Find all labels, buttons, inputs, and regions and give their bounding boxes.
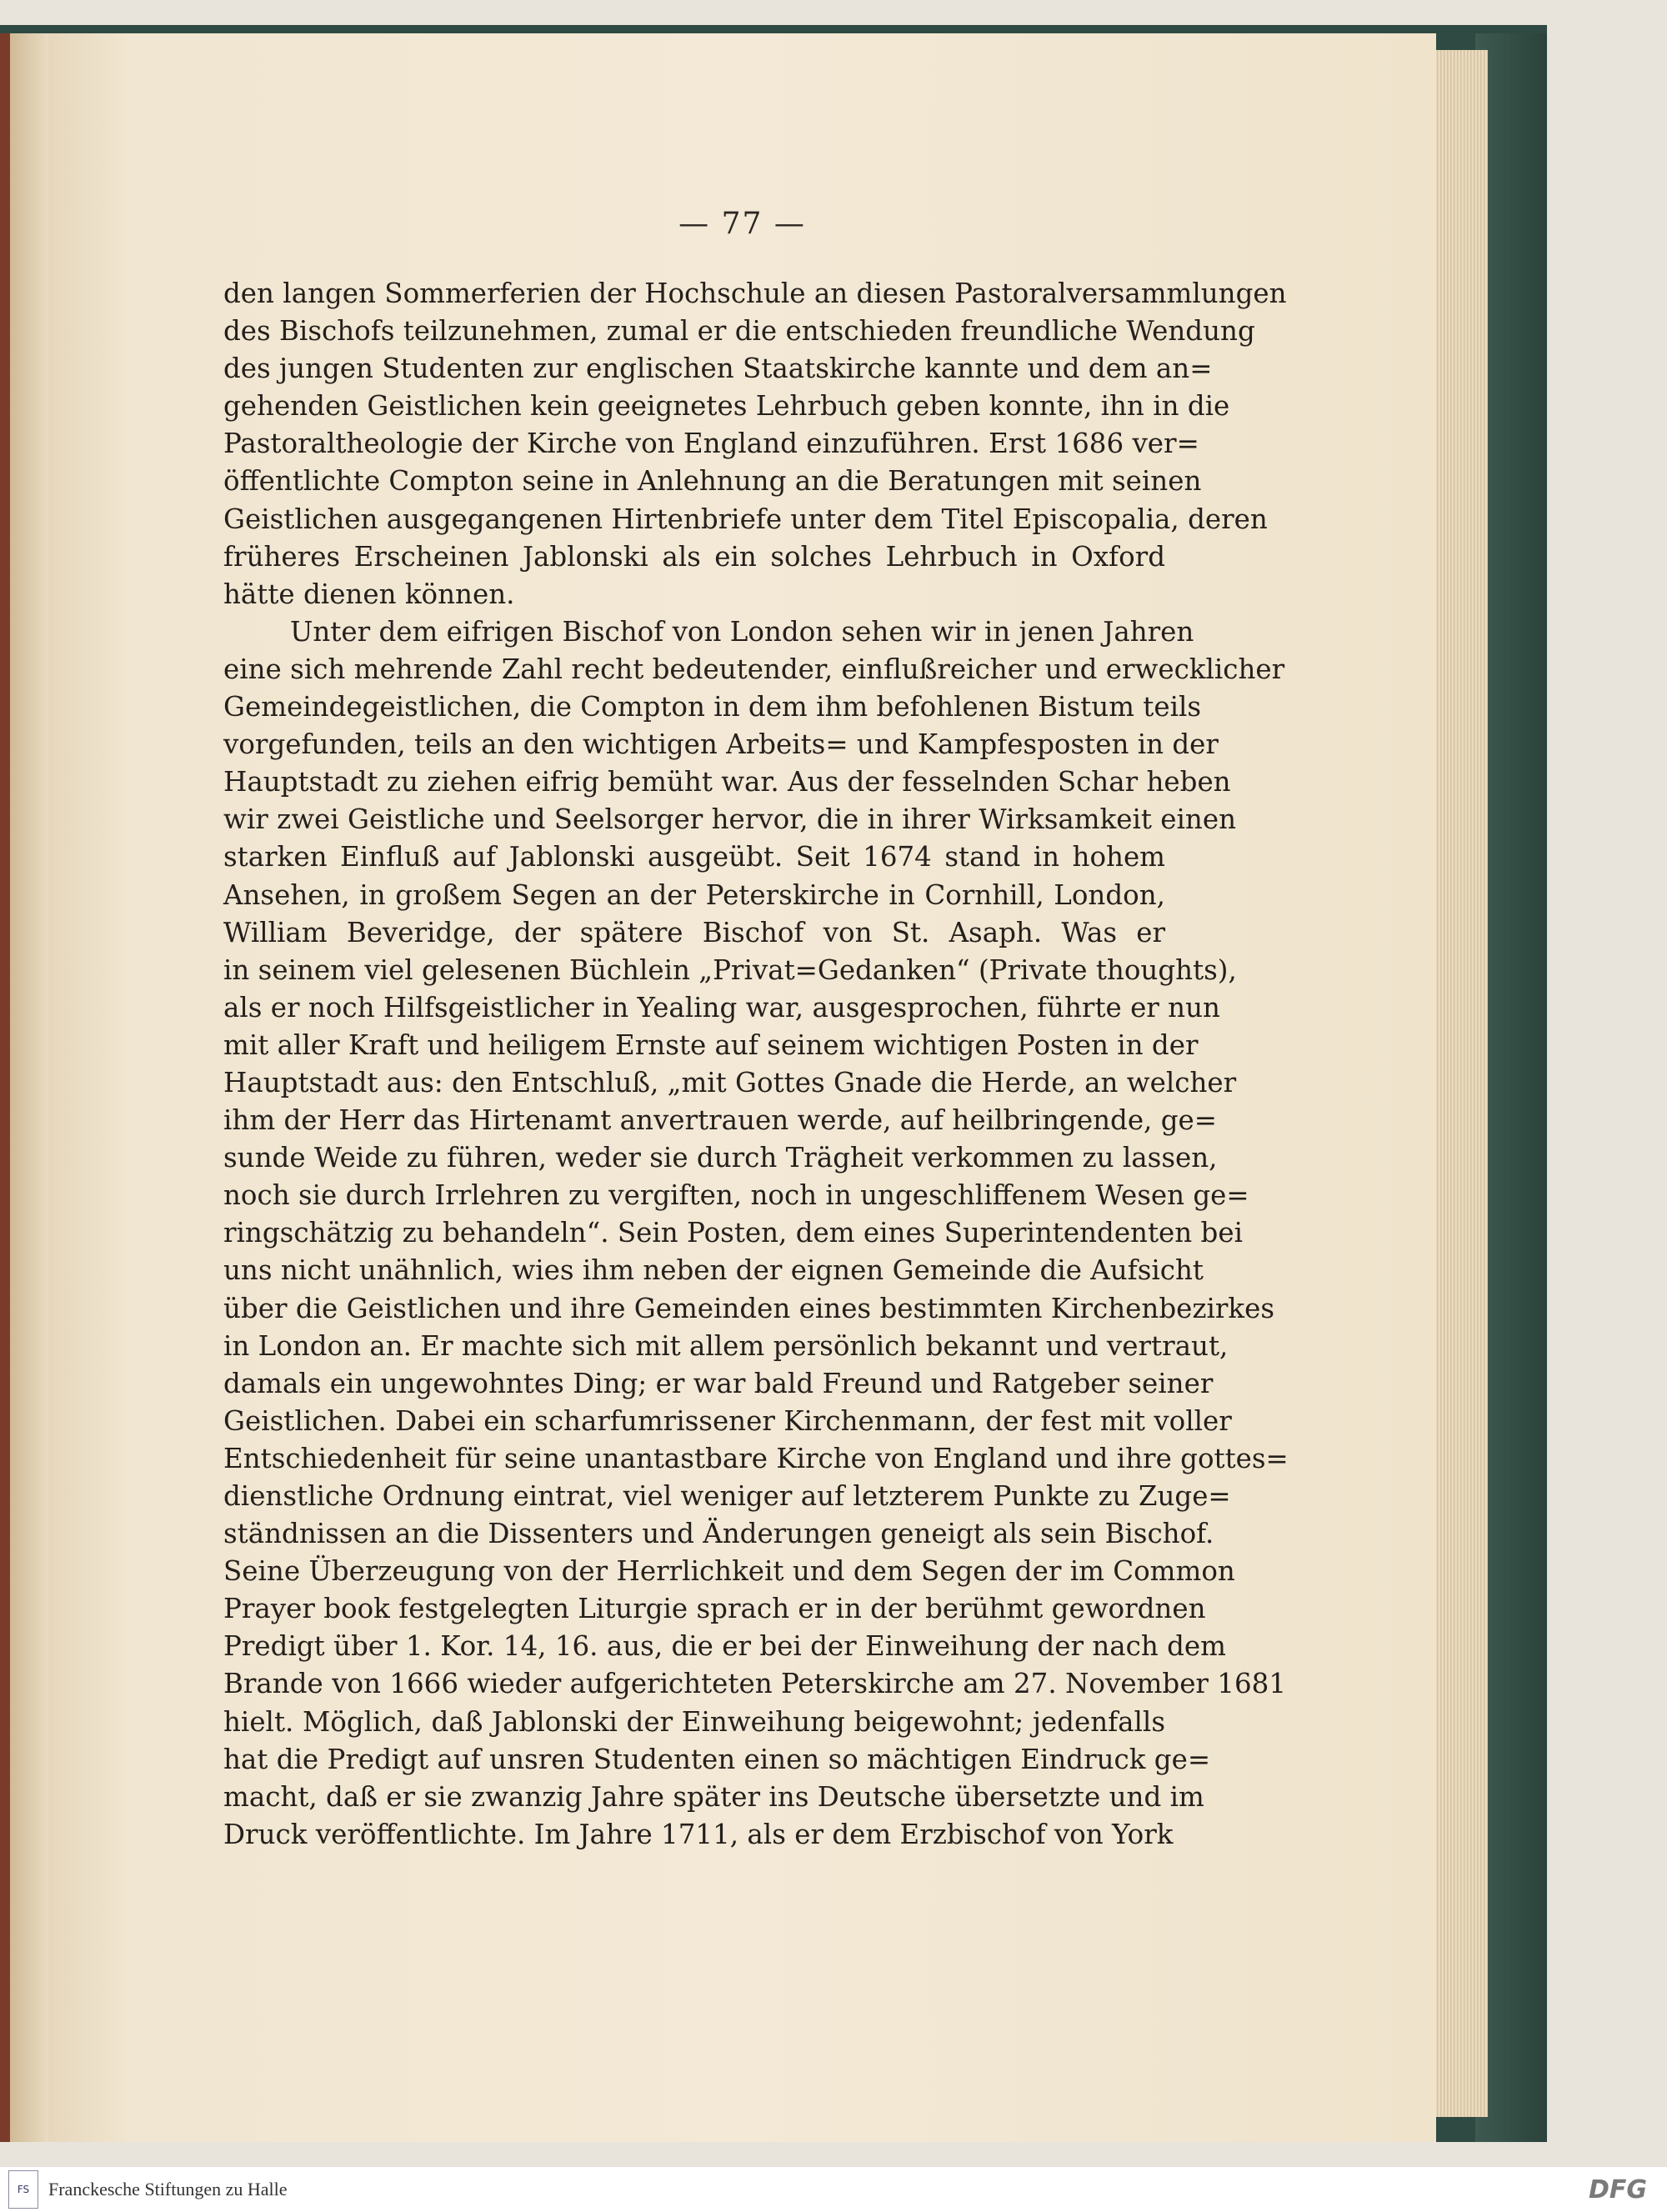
text-line: ihm der Herr das Hirtenamt anvertrauen werde, auf heilbringende, ge= bbox=[223, 1104, 1217, 1137]
text-line: gehenden Geistlichen kein geeignetes Lehrbuch geben konnte, ihn in die bbox=[223, 390, 1230, 423]
text-line: vorgefunden, teils an den wichtigen Arbeits= und Kampfesposten in der bbox=[223, 728, 1219, 761]
viewer-footer bbox=[0, 2167, 1667, 2212]
text-line: öffentlichte Compton seine in Anlehnung an die Beratungen mit seinen bbox=[223, 465, 1202, 498]
text-line: uns nicht unähnlich, wies ihm neben der eignen Gemeinde die Aufsicht bbox=[223, 1254, 1204, 1287]
text-line: Geistlichen. Dabei ein scharfumrissener Kirchenmann, der fest mit voller bbox=[223, 1404, 1232, 1437]
text-line: macht, daß er sie zwanzig Jahre später ins Deutsche übersetzte und im bbox=[223, 1780, 1204, 1813]
text-line: Geistlichen ausgegangenen Hirtenbriefe unter dem Titel Episcopalia, deren bbox=[223, 503, 1268, 535]
institution-logo-icon: FS bbox=[8, 2170, 38, 2209]
text-line: des Bischofs teilzunehmen, zumal er die entschieden freundliche Wendung bbox=[223, 315, 1255, 348]
institution-name: Franckesche Stiftungen zu Halle bbox=[48, 2179, 288, 2199]
text-line: des jungen Studenten zur englischen Staatskirche kannte und dem an= bbox=[223, 353, 1213, 385]
page-text bbox=[223, 275, 1289, 1854]
text-line: in seinem viel gelesenen Büchlein „Privat=Gedanken“ (Private thoughts), bbox=[223, 953, 1237, 986]
text-line: als er noch Hilfsgeistlicher in Yealing war, ausgesprochen, führte er nun bbox=[223, 991, 1220, 1023]
text-line: Unter dem eifrigen Bischof von London sehen wir in jenen Jahren bbox=[290, 615, 1194, 648]
text-line: in London an. Er machte sich mit allem persönlich bekannt und vertraut, bbox=[223, 1329, 1229, 1362]
text-line: Druck veröffentlichte. Im Jahre 1711, als er dem Erzbischof von York bbox=[223, 1818, 1174, 1850]
page-number: — 77 — bbox=[678, 207, 806, 241]
dfg-logo: DFG bbox=[1588, 2175, 1647, 2204]
text-line: früheres Erscheinen Jablonski als ein solches Lehrbuch in Oxford bbox=[223, 540, 1165, 573]
text-line: William Beveridge, der spätere Bischof von St. Asaph. Was er bbox=[223, 916, 1165, 948]
text-line: sunde Weide zu führen, weder sie durch Trägheit verkommen zu lassen, bbox=[223, 1142, 1218, 1174]
text-line: Prayer book festgelegten Liturgie sprach er in der berühmt gewordnen bbox=[223, 1593, 1206, 1625]
left-binding-band bbox=[0, 33, 10, 2142]
text-line: Ansehen, in großem Segen an der Peterskirche in Cornhill, London, bbox=[223, 878, 1165, 911]
text-line: mit aller Kraft und heiligem Ernste auf seinem wichtigen Posten in der bbox=[223, 1028, 1199, 1061]
text-line: Entschiedenheit für seine unantastbare Kirche von England und ihre gottes= bbox=[223, 1442, 1289, 1474]
text-line: hat die Predigt auf unsren Studenten einen so mächtigen Eindruck ge= bbox=[223, 1743, 1211, 1775]
text-line: eine sich mehrende Zahl recht bedeutender, einflußreicher und erwecklicher bbox=[223, 653, 1285, 685]
text-line: Predigt über 1. Kor. 14, 16. aus, die er bei der Einweihung der nach dem bbox=[223, 1630, 1226, 1663]
text-line: hielt. Möglich, daß Jablonski der Einweihung beigewohnt; jedenfalls bbox=[223, 1705, 1165, 1738]
text-line: über die Geistlichen und ihre Gemeinden eines bestimmten Kirchenbezirkes bbox=[223, 1292, 1275, 1324]
text-line: hätte dienen können. bbox=[223, 578, 515, 610]
text-line: Hauptstadt zu ziehen eifrig bemüht war. Aus der fesselnden Schar heben bbox=[223, 766, 1231, 798]
text-line: Brande von 1666 wieder aufgerichteten Peterskirche am 27. November 1681 bbox=[223, 1668, 1287, 1700]
text-line: noch sie durch Irrlehren zu vergiften, noch in ungeschliffenem Wesen ge= bbox=[223, 1179, 1249, 1212]
text-line: den langen Sommerferien der Hochschule an diesen Pastoralversammlungen bbox=[223, 278, 1287, 309]
text-line: Hauptstadt aus: den Entschluß, „mit Gottes Gnade die Herde, an welcher bbox=[223, 1066, 1237, 1098]
text-line: Gemeindegeistlichen, die Compton in dem ihm befohlenen Bistum teils bbox=[223, 691, 1202, 723]
text-line: damals ein ungewohntes Ding; er war bald Freund und Ratgeber seiner bbox=[223, 1367, 1214, 1399]
text-line: ständnissen an die Dissenters und Änderungen geneigt als sein Bischof. bbox=[223, 1518, 1214, 1550]
text-line: Seine Überzeugung von der Herrlichkeit und dem Segen der im Common bbox=[223, 1555, 1235, 1588]
text-line: ringschätzig zu behandeln“. Sein Posten, dem eines Superintendenten bei bbox=[223, 1217, 1243, 1249]
text-line: starken Einfluß auf Jablonski ausgeübt. Seit 1674 stand in hohem bbox=[223, 841, 1165, 873]
text-line: dienstliche Ordnung eintrat, viel weniger auf letzterem Punkte zu Zuge= bbox=[223, 1480, 1231, 1512]
text-line: wir zwei Geistliche und Seelsorger hervor, die in ihrer Wirksamkeit einen bbox=[223, 803, 1237, 836]
text-line: Pastoraltheologie der Kirche von England einzuführen. Erst 1686 ver= bbox=[223, 428, 1199, 460]
